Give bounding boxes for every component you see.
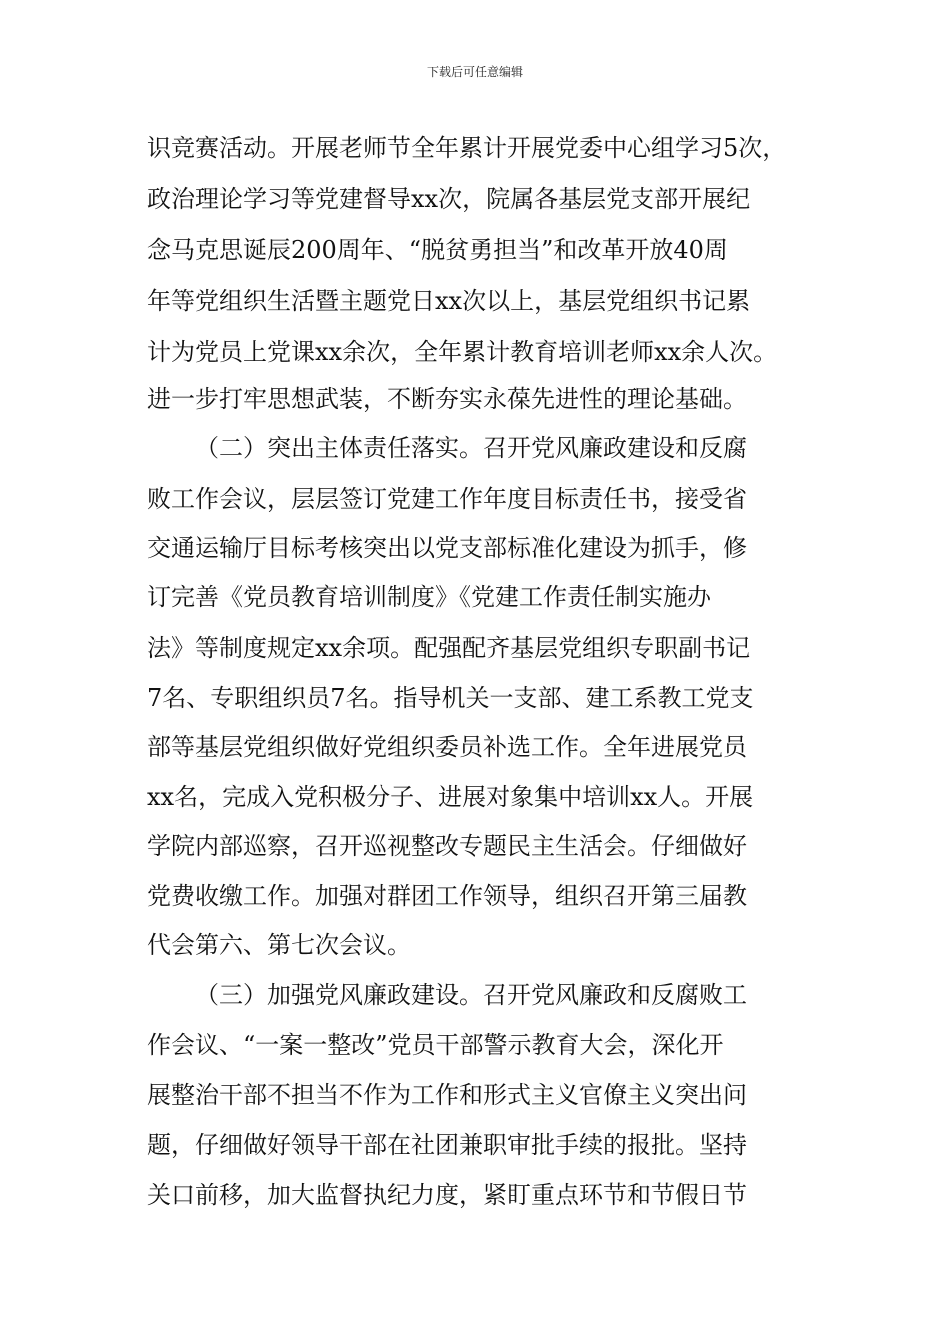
text-line: 法》等制度规定xx余项。配强配齐基层党组织专职副书记: [147, 634, 751, 662]
text-line: 党费收缴工作。加强对群团工作领导，组织召开第三届教: [147, 882, 747, 910]
text-line: 学院内部巡察，召开巡视整改专题民主生活会。仔细做好: [147, 832, 747, 860]
text-line: xx名，完成入党积极分子、进展对象集中培训xx人。开展: [147, 783, 754, 811]
text-line: 部等基层党组织做好党组织委员补选工作。全年进展党员: [147, 733, 747, 761]
text-line: 展整治干部不担当不作为工作和形式主义官僚主义突出问: [147, 1081, 747, 1109]
text-line: 识竞赛活动。开展老师节全年累计开展党委中心组学习5次，: [147, 134, 787, 162]
text-line: 政治理论学习等党建督导xx次，院属各基层党支部开展纪: [147, 185, 751, 213]
text-line: 交通运输厅目标考核突出以党支部标准化建设为抓手，修: [147, 534, 747, 562]
text-line: 败工作会议，层层签订党建工作年度目标责任书，接受省: [147, 485, 747, 513]
paragraph-3-first-line: （三）加强党风廉政建设。召开党风廉政和反腐败工: [195, 981, 747, 1009]
text-line: 计为党员上党课xx余次，全年累计教育培训老师xx余人次。: [147, 338, 778, 366]
text-line: 代会第六、第七次会议。: [147, 931, 411, 959]
text-line: 作会议、“一案一整改”党员干部警示教育大会，深化开: [147, 1031, 724, 1059]
text-line: 念马克思诞辰200周年、“脱贫勇担当”和改革开放40周: [147, 236, 728, 264]
paragraph-2-first-line: （二）突出主体责任落实。召开党风廉政建设和反腐: [195, 434, 747, 462]
text-line: 关口前移，加大监督执纪力度，紧盯重点环节和节假日节: [147, 1181, 747, 1209]
text-line: 年等党组织生活暨主题党日xx次以上，基层党组织书记累: [147, 287, 751, 315]
text-line: 进一步打牢思想武装，不断夯实永葆先进性的理论基础。: [147, 385, 747, 413]
text-line: 题，仔细做好领导干部在社团兼职审批手续的报批。坚持: [147, 1131, 747, 1159]
page-header-note: 下载后可任意编辑: [426, 65, 523, 79]
text-line: 7名、专职组织员7名。指导机关一支部、建工系教工党支: [147, 684, 754, 712]
text-line: 订完善《党员教育培训制度》《党建工作责任制实施办: [147, 583, 711, 611]
